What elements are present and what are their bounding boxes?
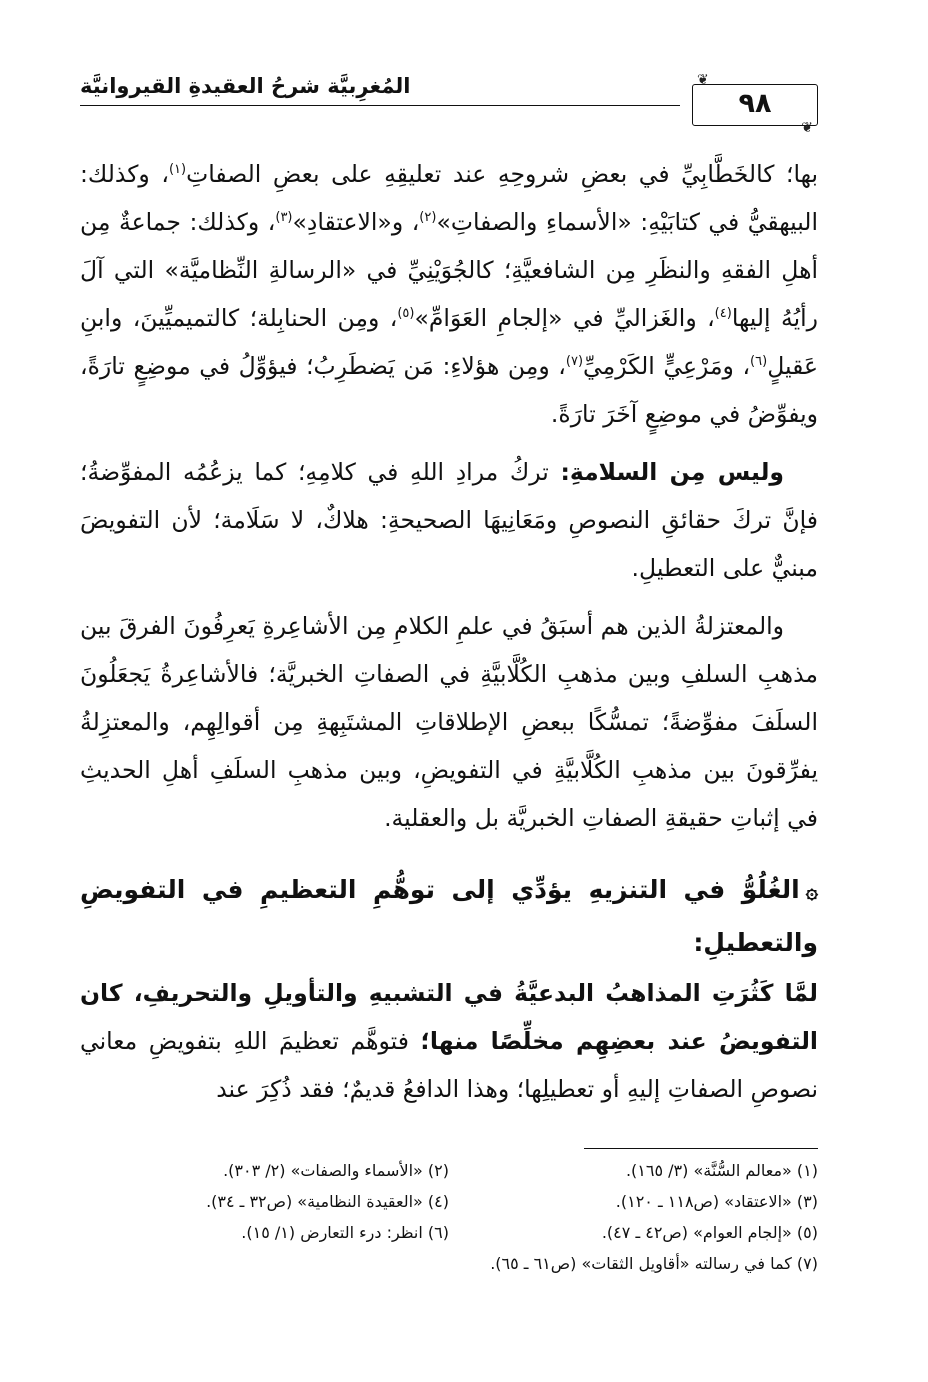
book-title: المُغرِبيَّة شرحُ العقيدةِ القيروانيَّة — [80, 74, 411, 98]
ornament-icon: ❦ — [801, 120, 813, 136]
footnote-row — [80, 1217, 818, 1248]
section-heading: ۞الغُلُوُّ في التنزيهِ يؤدِّي إلى توهُّمِ التعظيمِ في التفويضِ والتعطيلِ: — [80, 864, 818, 969]
page-number-box — [692, 72, 818, 136]
footnotes — [80, 1148, 818, 1279]
paragraph-1: بها؛ كالخَطَّابِيِّ في بعضِ شروحِهِ عند تعليقِهِ على بعضِ الصفاتِ$^{(١)}$، وكذلك: البيهقيُّ في كتابَيْهِ: «الأسماءِ والصفاتِ»$^{(٢)}$، و«الاعتقادِ»$^{(٣)}$، وكذلك: جماعةٌ مِن أهلِ الفقهِ والنظَرِ مِن الشافعيَّةِ؛ كالجُوَيْنِيِّ في «الرسالةِ النِّظاميَّة» التي آلَ رأيُهُ إليها$^{(٤)}$، والغَزاليِّ في «إلجامِ العَوَامِّ»$^{(٥)}$، ومِن الحنابِلة؛ كالتميميِّينَ، وابنِ عَقيلٍ$^{(٦)}$، ومَرْعِيٍّ الكَرْمِيِّ$^{(٧)}$، ومِن هؤلاءِ: مَن يَضطَرِبُ؛ فيؤوِّلُ في موضِعٍ تارَةً، ويفوِّضُ في موضِعٍ آخَرَ تارَةً. — [80, 160, 818, 428]
footnote-ref: (٢) — [419, 210, 437, 226]
bold-lead: لمَّا كَثُرَتِ المذاهبُ البدعيَّةُ في التشبيهِ والتأويلِ والتحريفِ، كان التفويضُ عند بعضِهِم مخلِّصًا منها؛ — [80, 979, 818, 1055]
footnote-ref: (٣) — [275, 210, 293, 226]
footnote-2: (٢) «الأسماء والصفات» (٢/ ٣٠٣). — [223, 1161, 449, 1180]
page-header — [80, 70, 818, 136]
section-mark-icon: ۞ — [805, 879, 818, 903]
footnote-5: (٥) «إلجام العوام» (ص٤٢ ـ ٤٧). — [601, 1223, 818, 1242]
footnote-ref: (١) — [168, 162, 187, 178]
footnote-4: (٤) «العقيدة النظامية» (ص٣٢ ـ ٣٤). — [206, 1192, 449, 1211]
footnote-6: (٦) انظر: درء التعارض (١/ ١٥). — [241, 1223, 449, 1242]
footnote-ref: (٧) — [565, 354, 584, 370]
footnote-3: (٣) «الاعتقاد» (ص١١٨ ـ ١٢٠). — [615, 1192, 818, 1211]
footnote-row — [80, 1248, 818, 1279]
footnote-ref: (٥) — [397, 306, 415, 322]
body-text — [80, 150, 818, 1113]
footnote-7: (٧) كما في رسالته «أقاويل الثقات» (ص٦١ ـ ٦٥). — [490, 1254, 818, 1273]
footnote-row — [80, 1186, 818, 1217]
bold-lead: وليس مِن السلامةِ: — [560, 458, 784, 486]
header-rule — [80, 105, 680, 106]
footnote-ref: (٦) — [750, 354, 768, 370]
footnote-1: (١) «معالم السُّنَّة» (٣/ ١٦٥). — [625, 1161, 818, 1180]
footnote-rule — [584, 1148, 818, 1149]
ornament-icon: ❦ — [697, 72, 709, 88]
footnote-row — [80, 1155, 818, 1186]
paragraph-2: وليس مِن السلامةِ: تركُ مرادِ اللهِ في كلامِهِ؛ كما يزعُمُه المفوِّضةُ؛ فإنَّ تركَ حقائقِ النصوصِ ومَعَانِيهَا الصحيحةِ: هلاكٌ، لا سَلَامة؛ لأن التفويضَ مبنيٌّ على التعطيلِ. — [80, 458, 818, 582]
paragraph-4: لمَّا كَثُرَتِ المذاهبُ البدعيَّةُ في التشبيهِ والتأويلِ والتحريفِ، كان التفويضُ عند بعضِهِم مخلِّصًا منها؛ فتوهَّم تعظيمَ اللهِ بتفويضِ معاني نصوصِ الصفاتِ إليهِ أو تعطيلِها؛ وهذا الدافعُ قديمٌ؛ فقد ذُكِرَ عند — [80, 979, 818, 1103]
footnote-ref: (٤) — [714, 306, 732, 322]
paragraph-3: والمعتزلةُ الذين هم أسبَقُ في علمِ الكلامِ مِن الأشاعِرةِ يَعرِفُونَ الفرقَ بين مذهبِ السلفِ وبين مذهبِ الكُلَّابيَّةِ في الصفاتِ الخبريَّة؛ فالأشاعِرةُ يَجعَلُونَ السلَفَ مفوِّضةً؛ تمسُّكًا ببعضِ الإطلاقاتِ المشتَبِهةِ مِن أقوالِهِم، والمعتزِلةُ يفرِّقونَ بين مذهبِ الكُلَّابيَّةِ في التفويضِ، وبين مذهبِ السلَفِ أهلِ الحديثِ في إثباتِ حقيقةِ الصفاتِ الخبريَّة بل والعقلية. — [80, 612, 818, 832]
page-number: ٩٨ — [738, 88, 772, 119]
